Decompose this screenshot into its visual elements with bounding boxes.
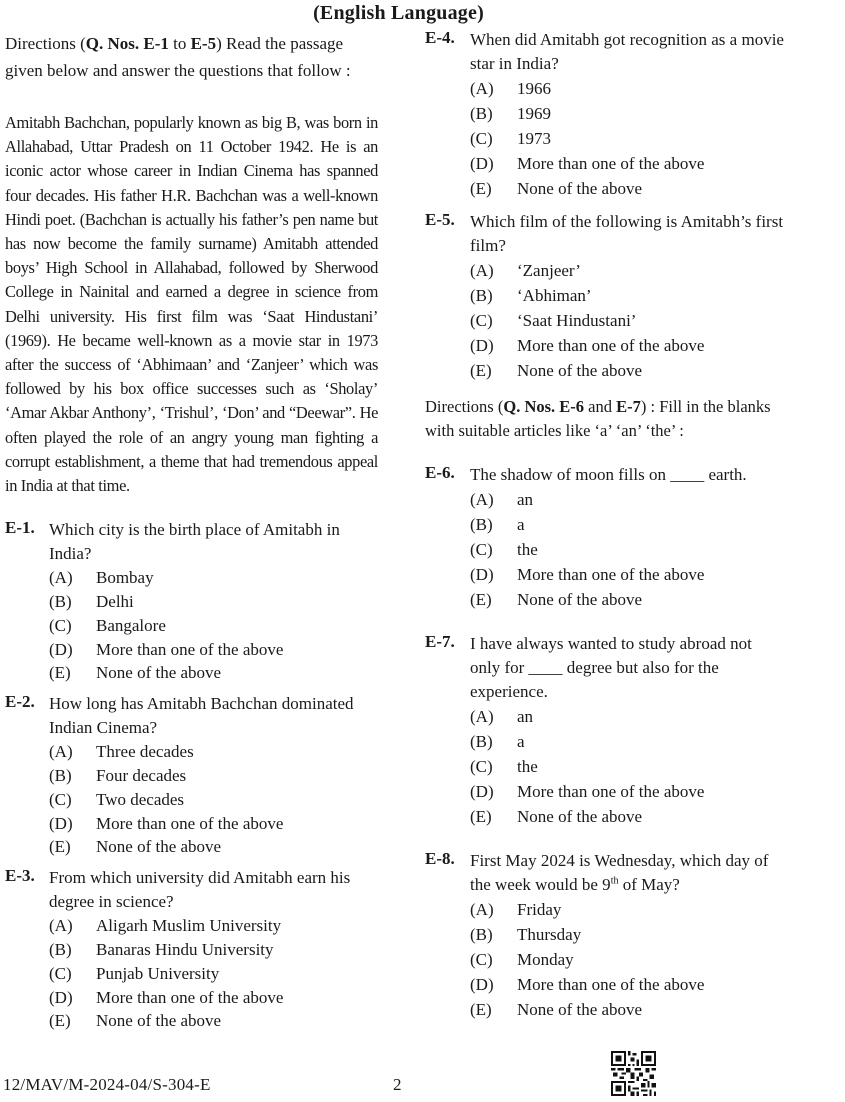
- option-letter: (A): [49, 742, 73, 762]
- option-text: the: [517, 540, 538, 559]
- e7-option-a[interactable]: [470, 704, 845, 729]
- e7-option-e[interactable]: [470, 804, 845, 829]
- e4-option-b[interactable]: [470, 101, 845, 126]
- option-letter: (D): [49, 987, 73, 1007]
- option-letter: (A): [470, 490, 494, 509]
- question-text: Which city is the birth place of Amitabh in India?: [49, 520, 340, 564]
- question-e5: E-5. Which film of the following is Amitabh’s first film? (A) ‘Zanjeer’ (B) ‘Abhiman’ (C) ‘Saat Hindustani’ (D) More than one of the above (E) None of the above: [425, 210, 845, 383]
- e5-option-b[interactable]: [470, 283, 845, 308]
- option-letter: (E): [49, 837, 71, 857]
- e4-option-c[interactable]: [470, 126, 845, 151]
- option-letter: (D): [470, 565, 494, 584]
- option-letter: (A): [470, 707, 494, 726]
- e1-option-d[interactable]: [49, 638, 378, 662]
- option-letter: (D): [470, 782, 494, 801]
- option-text: Banaras Hindu University: [96, 940, 274, 960]
- question-e8: E-8. First May 2024 is Wednesday, which day of the week would be 9th of May? (A) Friday (B) Thursday (C) Monday (D) More than one of the above (E) None of the above: [425, 849, 845, 1022]
- question-number: E-1.: [5, 518, 35, 538]
- option-text: None of the above: [96, 1011, 222, 1031]
- e4-option-a[interactable]: [470, 76, 845, 101]
- option-text: Bangalore: [96, 615, 166, 635]
- e1-option-b[interactable]: [49, 590, 378, 614]
- e7-option-c[interactable]: [470, 754, 845, 779]
- e8-option-a[interactable]: [470, 897, 845, 922]
- left-column: [5, 30, 378, 1033]
- option-text: a: [517, 732, 525, 751]
- e8-option-e[interactable]: [470, 997, 845, 1022]
- option-letter: (C): [470, 540, 493, 559]
- e8-option-d[interactable]: [470, 972, 845, 997]
- option-text: None of the above: [96, 837, 222, 857]
- option-letter: (A): [470, 79, 494, 98]
- e6-option-b[interactable]: [470, 512, 845, 537]
- page-title: (English Language): [313, 2, 484, 24]
- question-e7: E-7. I have always wanted to study abroad not only for ____ degree but also for the experience. (A) an (B) a (C) the (D) More than one of the above (E) None of the above: [425, 632, 845, 829]
- e3-option-a[interactable]: [49, 914, 378, 938]
- qr-code-icon: [611, 1051, 656, 1096]
- question-e-2: [5, 692, 378, 859]
- option-letter: (E): [470, 807, 492, 826]
- option-text: More than one of the above: [517, 975, 705, 994]
- option-text: None of the above: [517, 590, 643, 609]
- e3-option-b[interactable]: [49, 938, 378, 962]
- option-text: More than one of the above: [517, 154, 705, 173]
- e2-option-a[interactable]: [49, 740, 378, 764]
- option-text: More than one of the above: [517, 336, 705, 355]
- right-column: [425, 28, 845, 1022]
- e2-option-c[interactable]: [49, 788, 378, 812]
- e1-option-e[interactable]: [49, 661, 378, 685]
- option-letter: (D): [470, 975, 494, 994]
- question-text: From which university did Amitabh earn his degree in science?: [49, 868, 351, 912]
- option-text: the: [517, 757, 538, 776]
- e6-option-c[interactable]: [470, 537, 845, 562]
- option-letter: (B): [49, 766, 72, 786]
- option-letter: (B): [470, 925, 493, 944]
- option-text: Aligarh Muslim University: [96, 916, 282, 936]
- option-text: Monday: [517, 950, 574, 969]
- option-text: 1973: [517, 129, 551, 148]
- e1-option-a[interactable]: [49, 566, 378, 590]
- question-e-3: [5, 866, 378, 1033]
- e6-option-e[interactable]: [470, 587, 845, 612]
- option-letter: (C): [49, 615, 72, 635]
- option-text: 1966: [517, 79, 551, 98]
- question-number: E-3.: [5, 866, 35, 886]
- e5-option-c[interactable]: [470, 308, 845, 333]
- question-e-1: [5, 518, 378, 685]
- option-letter: (B): [470, 104, 493, 123]
- option-text: More than one of the above: [96, 813, 284, 833]
- option-text: ‘Abhiman’: [517, 286, 592, 305]
- option-letter: (E): [470, 1000, 492, 1019]
- option-letter: (D): [470, 154, 494, 173]
- option-letter: (E): [49, 1011, 71, 1031]
- option-text: Four decades: [96, 766, 187, 786]
- option-letter: (D): [470, 336, 494, 355]
- option-text: None of the above: [517, 361, 643, 380]
- option-letter: (B): [470, 286, 493, 305]
- option-text: None of the above: [96, 663, 222, 683]
- option-letter: (B): [49, 940, 72, 960]
- option-letter: (E): [49, 663, 71, 683]
- question-text: How long has Amitabh Bachchan dominated Indian Cinema?: [49, 694, 354, 738]
- option-letter: (B): [470, 515, 493, 534]
- option-text: an: [517, 490, 534, 509]
- option-text: Two decades: [96, 789, 185, 809]
- option-letter: (E): [470, 361, 492, 380]
- option-text: an: [517, 707, 534, 726]
- option-text: Friday: [517, 900, 562, 919]
- option-text: More than one of the above: [96, 987, 284, 1007]
- option-letter: (E): [470, 179, 492, 198]
- option-text: Punjab University: [96, 963, 220, 983]
- paper-code: 12/MAV/M-2024-04/S-304-E: [3, 1075, 211, 1094]
- option-letter: (C): [470, 129, 493, 148]
- option-letter: (C): [49, 963, 72, 983]
- option-text: ‘Saat Hindustani’: [517, 311, 637, 330]
- e8-option-c[interactable]: [470, 947, 845, 972]
- option-text: Three decades: [96, 742, 194, 762]
- option-letter: (D): [49, 813, 73, 833]
- directions-e6-e7: Directions (Q. Nos. E-6 and E-7) : Fill in the blanks with suitable articles like ‘a’ ‘an’ ‘the’ :: [425, 397, 771, 440]
- option-text: Bombay: [96, 568, 154, 588]
- e4-option-d[interactable]: [470, 151, 845, 176]
- question-e4: E-4. When did Amitabh got recognition as a movie star in India? (A) 1966 (B) 1969 (C) 1973 (D) More than one of the above (E) None of the above: [425, 28, 845, 201]
- e2-option-e[interactable]: [49, 835, 378, 859]
- option-letter: (A): [470, 900, 494, 919]
- option-text: More than one of the above: [517, 782, 705, 801]
- e6-option-a[interactable]: [470, 487, 845, 512]
- e2-option-d[interactable]: [49, 812, 378, 836]
- option-text: ‘Zanjeer’: [517, 261, 581, 280]
- option-letter: (C): [470, 311, 493, 330]
- option-text: More than one of the above: [96, 639, 284, 659]
- e4-option-e[interactable]: [470, 176, 845, 201]
- question-number: E-2.: [5, 692, 35, 712]
- question-e6: E-6. The shadow of moon fills on ____ earth. (A) an (B) a (C) the (D) More than one of the above (E) None of the above: [425, 463, 845, 612]
- e5-option-e[interactable]: [470, 358, 845, 383]
- option-letter: (D): [49, 639, 73, 659]
- option-letter: (C): [470, 757, 493, 776]
- option-text: a: [517, 515, 525, 534]
- option-text: None of the above: [517, 179, 643, 198]
- reading-passage: Amitabh Bachchan, popularly known as big B, was born in Allahabad, Uttar Pradesh on 11 October 1942. He is an iconic actor whose career in Indian Cinema has spanned four decades. His father H.R. Bachchan was a well-known Hindi poet. (Bachchan is actually his father’s pen name but has now become the family surname) Amitabh attended boys’ High School in Allahabad, followed by Sherwood College in Nainital and earned a degree in science from Delhi university. His first film was ‘Saat Hindustani’ (1969). He became well-known as a movie star in 1973 after the success of ‘Abhimaan’ and ‘Zanjeer’ which was followed by his box office successes such as ‘Sholay’ ‘Amar Akbar Anthony’, ‘Trishul’, ‘Don’ and “Deewar”. He often played the role of an angry young man fighting a corrupt establishment, a theme that had tremendous appeal in India at that time.: [5, 113, 378, 496]
- e3-option-c[interactable]: [49, 962, 378, 986]
- page-number: 2: [393, 1075, 402, 1094]
- option-letter: (C): [470, 950, 493, 969]
- option-text: Thursday: [517, 925, 582, 944]
- e2-option-b[interactable]: [49, 764, 378, 788]
- option-letter: (E): [470, 590, 492, 609]
- e6-option-d[interactable]: [470, 562, 845, 587]
- e5-option-d[interactable]: [470, 333, 845, 358]
- e3-option-e[interactable]: [49, 1009, 378, 1033]
- e8-option-b[interactable]: [470, 922, 845, 947]
- e3-option-d[interactable]: [49, 986, 378, 1010]
- option-text: Delhi: [96, 592, 134, 612]
- option-text: 1969: [517, 104, 551, 123]
- option-letter: (A): [49, 568, 73, 588]
- option-text: None of the above: [517, 1000, 643, 1019]
- option-letter: (B): [49, 592, 72, 612]
- option-text: None of the above: [517, 807, 643, 826]
- e7-option-d[interactable]: [470, 779, 845, 804]
- option-letter: (A): [49, 916, 73, 936]
- e5-option-a[interactable]: [470, 258, 845, 283]
- directions-e1-e5: Directions (Q. Nos. E-1 to E-5) Read the passage given below and answer the questions that follow :: [5, 34, 351, 80]
- option-letter: (A): [470, 261, 494, 280]
- e1-option-c[interactable]: [49, 614, 378, 638]
- option-text: More than one of the above: [517, 565, 705, 584]
- option-letter: (C): [49, 789, 72, 809]
- e7-option-b[interactable]: [470, 729, 845, 754]
- option-letter: (B): [470, 732, 493, 751]
